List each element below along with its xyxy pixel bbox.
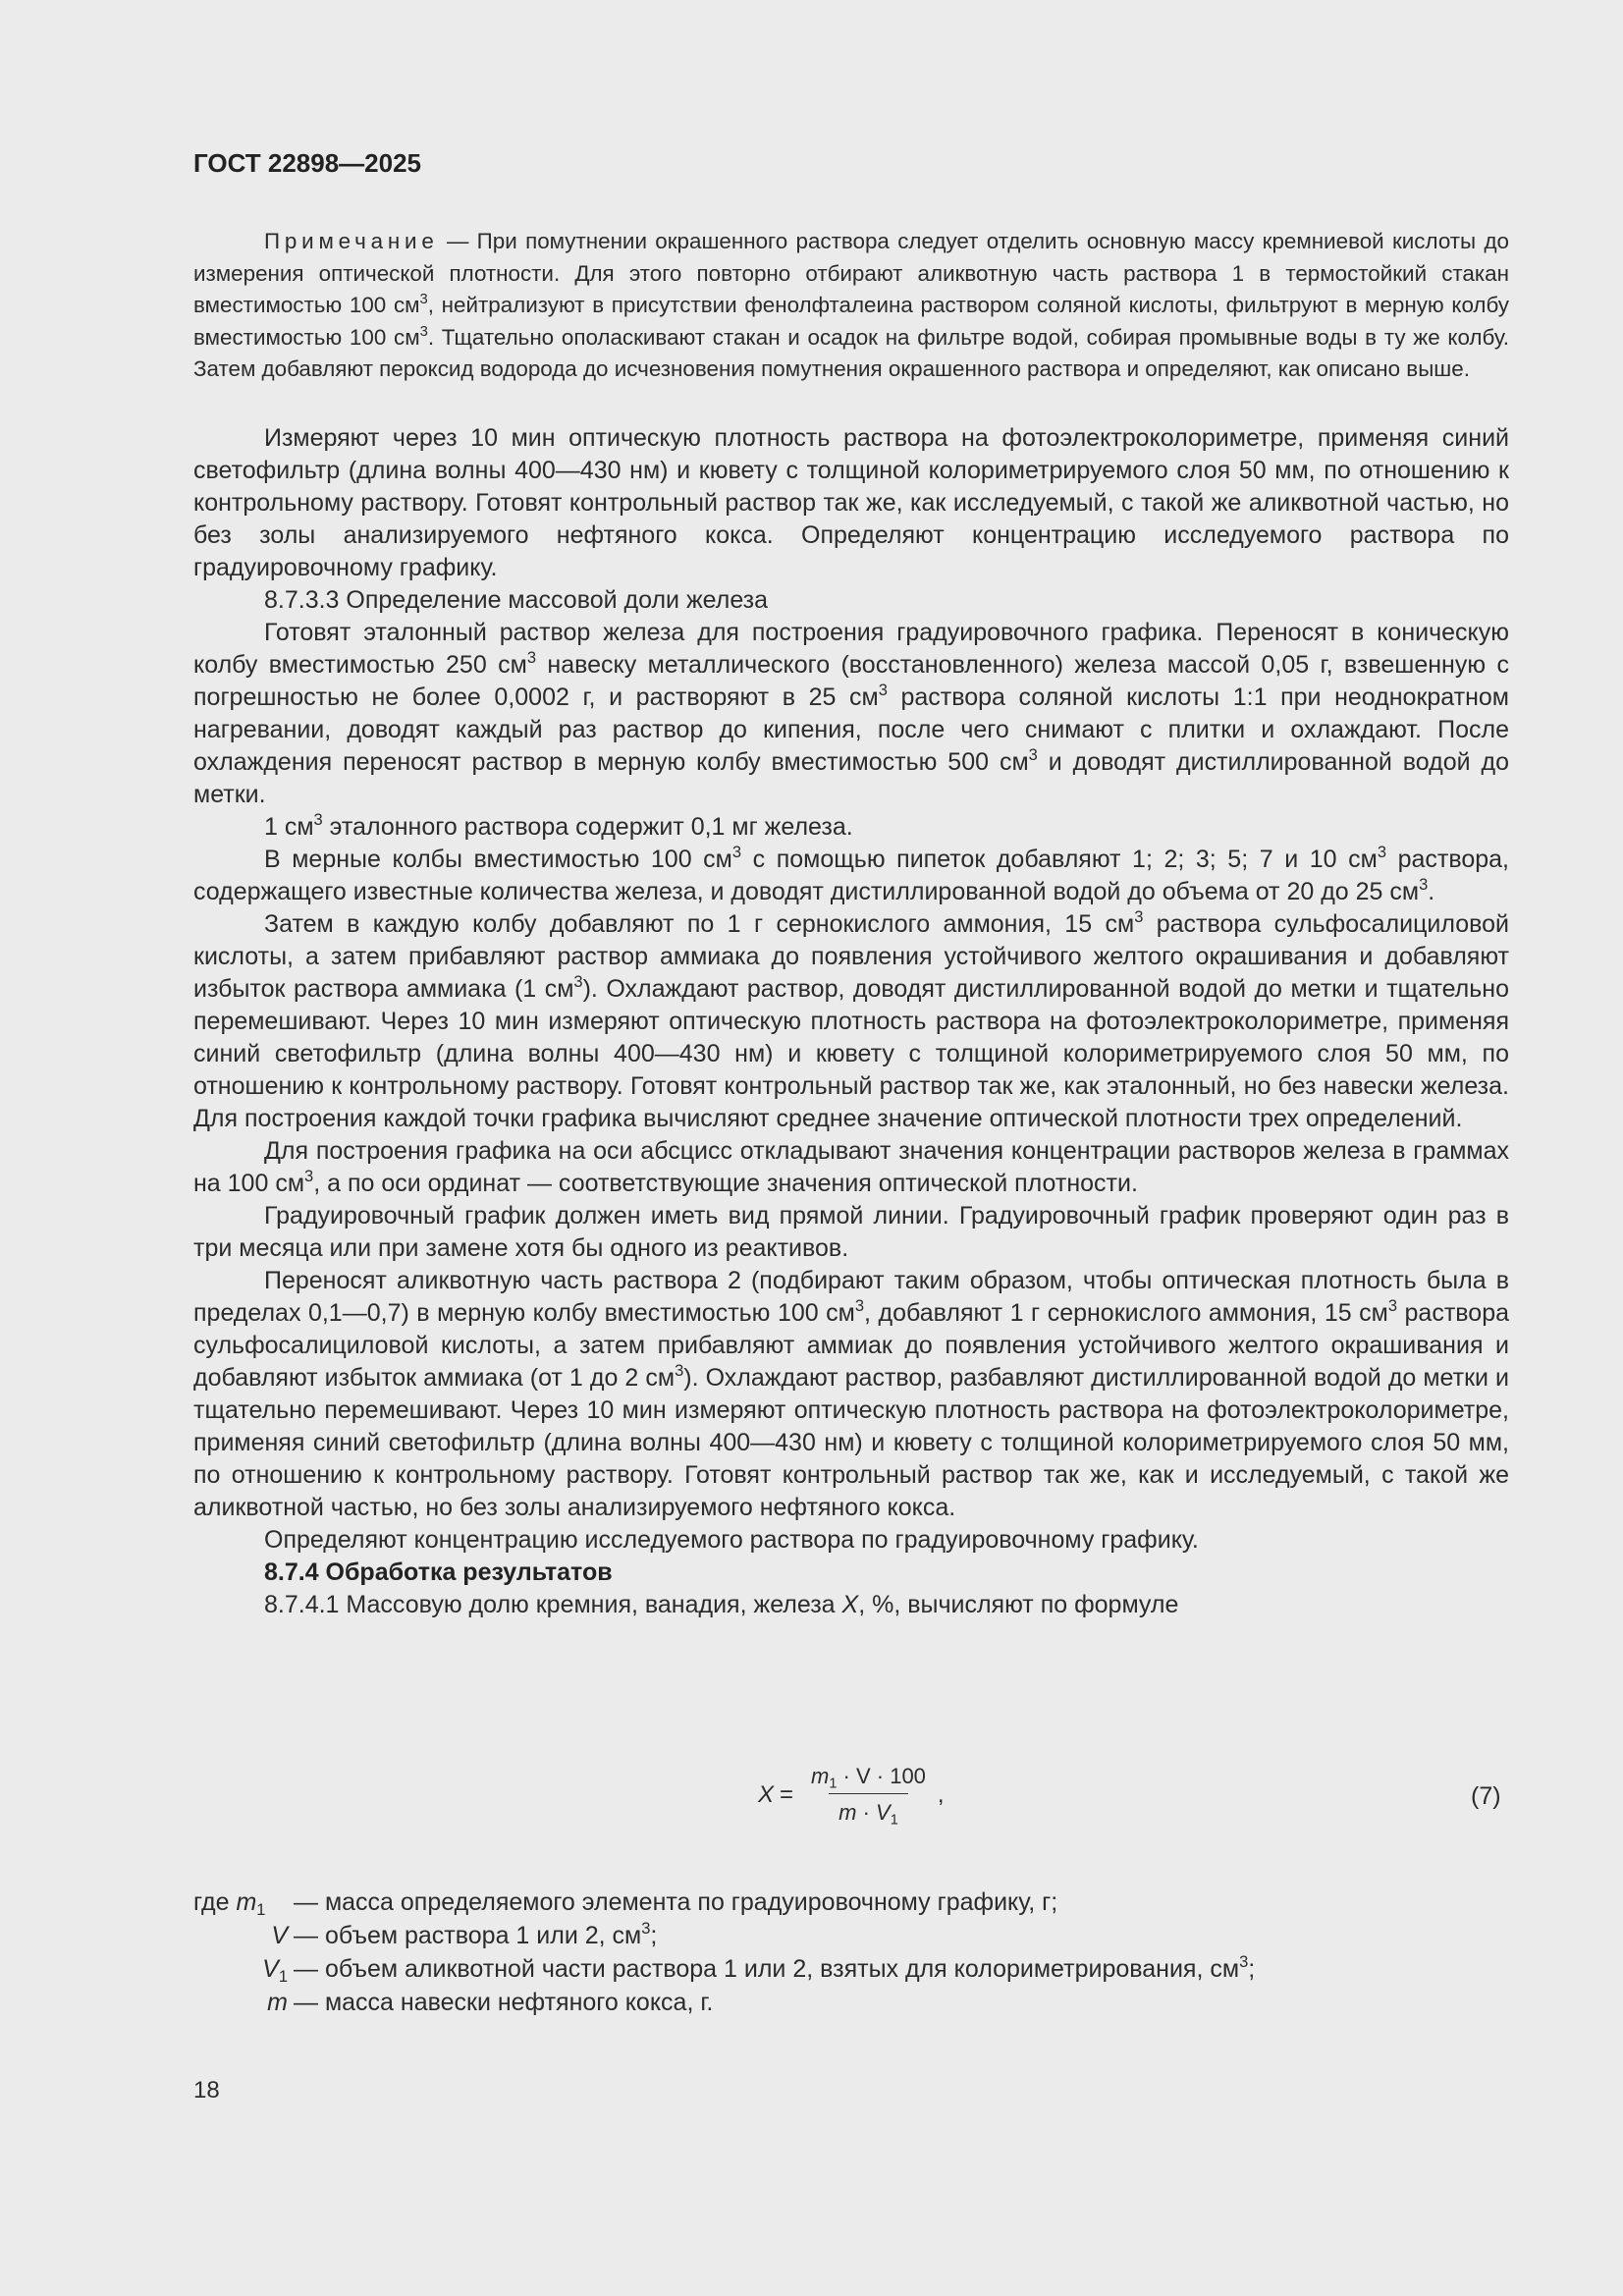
main-text — [193, 422, 1509, 1621]
definition-item: V — объем раствора 1 или 2, $см^3$; — [271, 1919, 658, 1949]
paragraph: 8.7.4.1 Массовую долю кремния, ванадия, железа X, %, вычисляют по формуле — [264, 1591, 1179, 1618]
formula-numerator: $m_1 \cdot V \cdot 100$ — [811, 1764, 926, 1792]
paragraph: Определяют концентрацию исследуемого раствора по градуировочному графику. — [264, 1526, 1199, 1554]
paragraph: Готовят эталонный раствор железа для построения градуировочного графика. Переносят в коническую колбу вместимостью 250 $см^3$ навеску металлического (восстановленного) железа массой 0,05 г, взвешенную с погрешностью не более 0,0002 г, и растворяют в 25 $см^3$ раствора соляной кислоты 1:1 при неоднократном нагревании, доводят каждый раз раствор до кипения, после чего снимают с плитки и охлаждают. После охлаждения переносят раствор в мерную колбу вместимостью 500 $см^3$ и доводят дистиллированной водой до метки. — [193, 619, 1510, 808]
paragraph: Градуировочный график должен иметь вид прямой линии. Градуировочный график проверяют один раз в три месяца или при замене хотя бы одного из реактивов. — [193, 1202, 1509, 1262]
formula-fraction — [801, 1764, 936, 1829]
definition-item: где $m_1$ — масса определяемого элемента по градуировочному графику, г; — [193, 1888, 1058, 1919]
formula-equals: = — [780, 1780, 794, 1808]
standard-header: ГОСТ 22898—2025 — [193, 148, 421, 178]
definition-item: $V_1$ — объем аликвотной части раствора 1 или 2, взятых для колориметрирования, $см^3$; — [262, 1952, 1256, 1986]
paragraph: В мерные колбы вместимостью 100 $см^3$ с помощью пипеток добавляют 1; 2; 3; 5; 7 и 10 $см^3$ раствора, содержащего известные количества железа, и доводят дистиллированной водой до объема от 20 до 25 $см^3$. — [193, 843, 1509, 905]
page-number: 18 — [193, 2077, 220, 2104]
paragraph: Переносят аликвотную часть раствора 2 (подбирают таким образом, чтобы оптическая плотность была в пределах 0,1—0,7) в мерную колбу вместимостью 100 $см^3$, добавляют 1 г сернокислого аммония, 15 $см^3$ раствора сульфосалициловой кислоты, а затем прибавляют аммиак до появления устойчивого желтого окрашивания и добавляют избыток аммиака (от 1 до 2 $см^3$). Охлаждают раствор, разбавляют дистиллированной водой до метки и тщательно перемешивают. Через 10 мин измеряют оптическую плотность раствора на фотоэлектроколориметре, применяя синий светофильтр (длина волны 400—430 нм) и кювету с толщиной колориметрируемого слоя 50 мм, по отношению к контрольному раствору. Готовят контрольный раствор так же, как и исследуемый, с такой же аликвотной частью, но без золы анализируемого нефтяного кокса. — [193, 1267, 1509, 1521]
section-heading: 8.7.4 Обработка результатов — [264, 1558, 613, 1586]
paragraph: Для построения графика на оси абсцисс откладывают значения концентрации растворов железа в граммах на 100 $см^3$, а по оси ординат — соответствующие значения оптической плотности. — [193, 1137, 1509, 1197]
formula-lhs: X — [758, 1780, 775, 1808]
paragraph: Измеряют через 10 мин оптическую плотность раствора на фотоэлектроколориметре, применяя синий светофильтр (длина волны 400—430 нм) и кювету с толщиной колориметрируемого слоя 50 мм, по отношению к контрольному раствору. Готовят контрольный раствор так же, как исследуемый, с такой же аликвотной частью, но без золы анализируемого нефтяного кокса. Определяют концентрацию исследуемого раствора по градуировочному графику. — [193, 424, 1509, 581]
formula-denominator: $m \cdot V_1$ — [829, 1793, 908, 1826]
note-block — [193, 226, 1509, 386]
variable-definitions — [193, 1886, 1255, 2019]
subsection-heading: 8.7.3.3 Определение массовой доли железа — [264, 586, 769, 614]
note-paragraph: Примечание — При помутнении окрашенного раствора следует отделить основную массу кремниевой кислоты до измерения оптической плотности. Для этого повторно отбирают аликвотную часть раствора 1 в термостойкий стакан вместимостью 100 $см^3$, нейтрализуют в присутствии фенолфталеина раствором соляной кислоты, фильтруют в мерную колбу вместимостью 100 $см^3$. Тщательно ополаскивают стакан и осадок на фильтре водой, собирая промывные воды в ту же колбу. Затем добавляют пероксид водорода до исчезновения помутнения окрашенного раствора и определяют, как описано выше. — [193, 229, 1509, 382]
note-label: Примечание — [264, 229, 439, 253]
formula-comma: , — [937, 1780, 945, 1808]
paragraph: Затем в каждую колбу добавляют по 1 г сернокислого аммония, 15 $см^3$ раствора сульфосалициловой кислоты, а затем прибавляют раствор аммиака до появления устойчивого желтого окрашивания и добавляют избыток раствора аммиака (1 $см^3$). Охлаждают раствор, доводят дистиллированной водой до метки и тщательно перемешивают. Через 10 мин измеряют оптическую плотность раствора на фотоэлектроколориметре, применяя синий светофильтр (длина волны 400—430 нм) и кювету с толщиной колориметрируемого слоя 50 мм, по отношению к контрольному раствору. Готовят контрольный раствор так же, как эталонный, но без навески железа. Для построения каждой точки графика вычисляют среднее значение оптической плотности трех определений. — [193, 907, 1510, 1132]
paragraph: 1 $см^3$ эталонного раствора содержит 0,1 мг железа. — [264, 810, 853, 841]
formula-7 — [758, 1764, 945, 1829]
definition-item: m — масса навески нефтяного кокса, г. — [267, 1989, 714, 2016]
equation-number: (7) — [1471, 1782, 1501, 1810]
